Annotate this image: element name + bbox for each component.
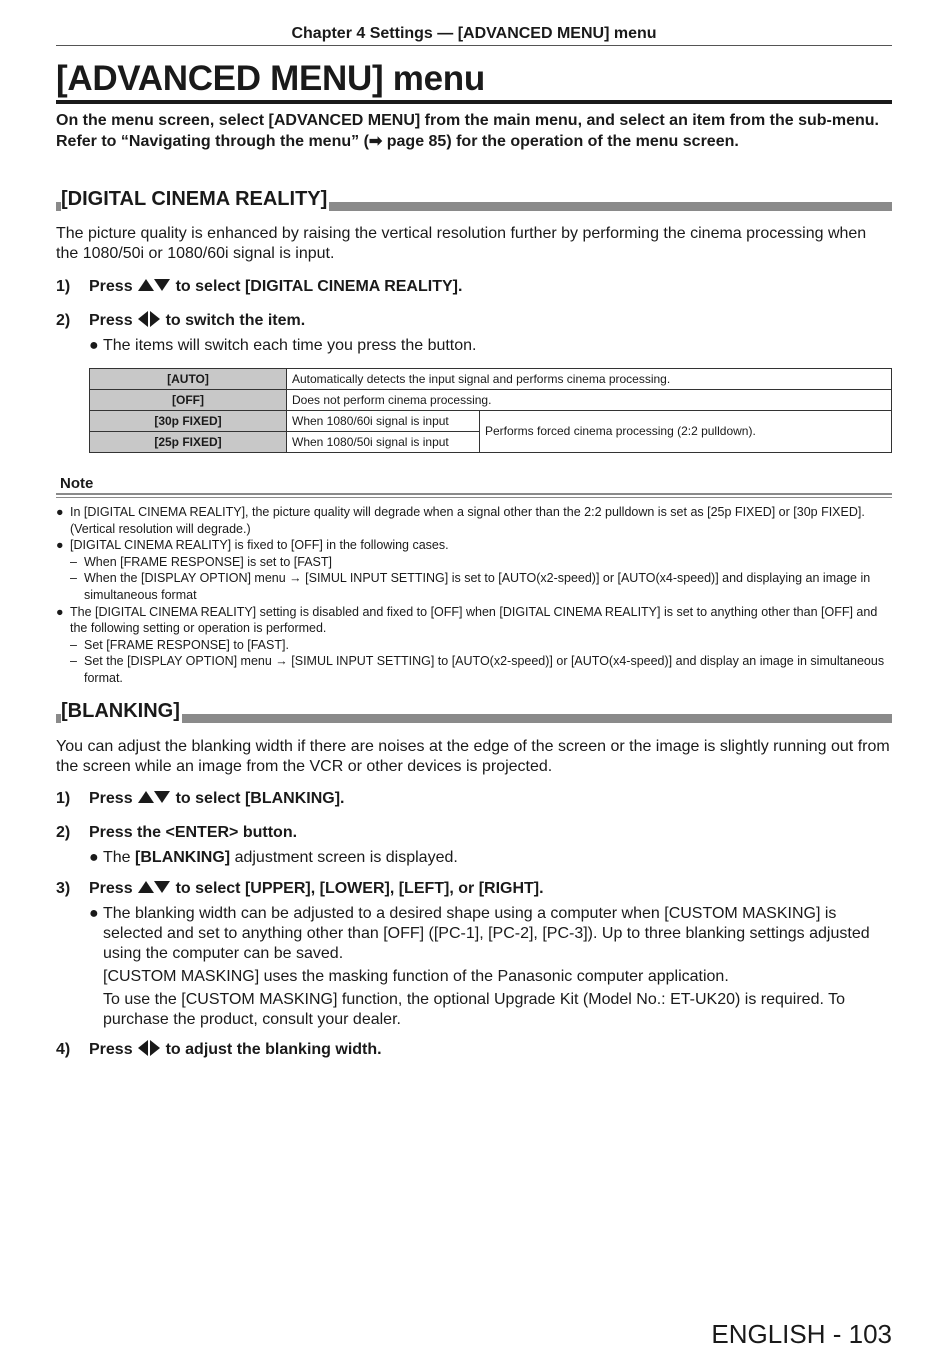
left-arrow-icon: [138, 1040, 148, 1056]
note-heading: Note: [60, 475, 94, 492]
up-arrow-icon: [138, 881, 154, 893]
step-text: [89, 311, 305, 331]
step-text-post: to switch the item.: [165, 312, 306, 329]
intro-line-1: On the menu screen, select [ADVANCED MENU] from the main menu, and select an item from the sub-menu.: [56, 112, 879, 129]
step-number: 1): [56, 278, 71, 295]
up-down-keys: [138, 880, 170, 897]
right-arrow-icon: [150, 311, 160, 327]
dcr-options-table: [89, 368, 892, 453]
bullet-dot: ●: [56, 604, 64, 619]
note-subitem: [56, 570, 892, 603]
note-subitem: [56, 637, 892, 654]
bullet-dot: ●: [89, 905, 99, 922]
step-number: 4): [56, 1041, 71, 1058]
step-number: 2): [56, 312, 71, 329]
bullet-dot: ●: [89, 849, 99, 866]
header-rule: [56, 45, 892, 46]
bullet-text-pre: The: [103, 849, 131, 866]
up-down-keys: [138, 790, 170, 807]
step-text-pre: Press: [89, 880, 133, 897]
blanking-description: You can adjust the blanking width if there are noises at the edge of the screen or the image is slightly running out from the screen while an image from the VCR or other devices is projected.: [56, 738, 890, 775]
bullet-paragraph: [CUSTOM MASKING] uses the masking function of the Panasonic computer application.: [103, 968, 729, 985]
step-text-post: to select [UPPER], [LOWER], [LEFT], or [RIGHT].: [175, 880, 544, 897]
right-arrow-icon: [150, 1040, 160, 1056]
page-title: [ADVANCED MENU] menu: [56, 59, 485, 98]
bullet-dot: ●: [56, 538, 64, 553]
step-text-pre: Press: [89, 790, 133, 807]
step-text: [89, 1040, 382, 1060]
note-text: The [DIGITAL CINEMA REALITY] setting is disabled and fixed to [OFF] when [DIGITAL CINEMA REALITY] is set to anything other than [OFF] and the following setting or operation is performed.: [70, 604, 878, 636]
step-text-post: to select [DIGITAL CINEMA REALITY].: [175, 278, 463, 295]
dash-mark: –: [70, 654, 77, 669]
step-number: 3): [56, 880, 71, 897]
option-key: [OFF]: [90, 390, 287, 411]
left-right-keys: [138, 312, 160, 329]
down-arrow-icon: [154, 881, 170, 893]
step-text: [89, 789, 345, 809]
bullet-text-post: adjustment screen is displayed.: [234, 849, 458, 866]
bullet-text-bold: [BLANKING]: [135, 849, 231, 866]
option-condition: When 1080/60i signal is input: [287, 411, 480, 432]
step-text-pre: Press: [89, 312, 133, 329]
note-rule: [56, 497, 892, 498]
bullet-dot: ●: [56, 505, 64, 519]
left-arrow-icon: [138, 311, 148, 327]
bullet-dot: ●: [89, 337, 99, 354]
note-subtext: Set [FRAME RESPONSE] to [FAST].: [84, 637, 289, 652]
note-list: [56, 504, 892, 687]
note-item: [56, 604, 892, 637]
step-text-post: to adjust the blanking width.: [165, 1041, 382, 1058]
step-text: [89, 879, 544, 899]
note-item: [56, 504, 892, 537]
option-key: [30p FIXED]: [90, 411, 287, 432]
title-rule: [56, 100, 892, 104]
dcr-description: The picture quality is enhanced by raising the vertical resolution further by performing the cinema processing when the 1080/50i or 1080/60i signal is input.: [56, 225, 867, 262]
step-text: Press the <ENTER> button.: [89, 824, 298, 841]
section-heading-blanking: [56, 693, 892, 723]
bullet-text: The items will switch each time you press the button.: [103, 337, 477, 354]
step-text: [89, 277, 462, 297]
option-condition: When 1080/50i signal is input: [287, 432, 480, 453]
bullet-paragraph: The blanking width can be adjusted to a desired shape using a computer when [CUSTOM MASKING] is selected and set to anything other than [OFF] ([PC-1], [PC-2], [PC-3]). Up to three blanking settings adjusted using the computer can be saved.: [103, 905, 870, 962]
dcr-step-2-bullet: [89, 336, 879, 356]
note-text: In [DIGITAL CINEMA REALITY], the picture quality will degrade when a signal other than the 2:2 pulldown is set as [25p FIXED] or [30p FIXED]. (Vertical resolution will degrade.): [70, 505, 865, 536]
intro-block: [56, 110, 892, 152]
option-description: Automatically detects the input signal and performs cinema processing.: [287, 369, 892, 390]
option-key: [AUTO]: [90, 369, 287, 390]
option-description: Performs forced cinema processing (2:2 pulldown).: [480, 411, 892, 453]
running-head: Chapter 4 Settings — [ADVANCED MENU] menu: [291, 25, 657, 42]
note-item: [56, 537, 892, 554]
blanking-step-2-bullet: [89, 848, 879, 868]
bullet-paragraph: To use the [CUSTOM MASKING] function, the optional Upgrade Kit (Model No.: ET-UK20) is required. To purchase the product, consult your dealer.: [103, 991, 845, 1028]
dash-mark: –: [70, 554, 77, 569]
note-subitem: [56, 554, 892, 571]
section-title: [DIGITAL CINEMA REALITY]: [61, 188, 328, 210]
step-text-post: to select [BLANKING].: [175, 790, 345, 807]
up-arrow-icon: [138, 279, 154, 291]
note-subtext: When the [DISPLAY OPTION] menu → [SIMUL INPUT SETTING] is set to [AUTO(x2-speed)] or [AUTO(x4-speed)] and displaying an image in simultaneous format: [84, 571, 871, 602]
option-key: [25p FIXED]: [90, 432, 287, 453]
table-row: [90, 390, 892, 411]
dash-mark: –: [70, 637, 77, 652]
down-arrow-icon: [154, 279, 170, 291]
table-row: [90, 411, 892, 432]
page-number-label: ENGLISH - 103: [711, 1319, 892, 1349]
step-text-pre: Press: [89, 1041, 133, 1058]
note-text: [DIGITAL CINEMA REALITY] is fixed to [OFF] in the following cases.: [70, 538, 449, 553]
bullet-text: [103, 848, 879, 868]
up-down-keys: [138, 278, 170, 295]
intro-line-2: Refer to “Navigating through the menu” (➡ page 85) for the operation of the menu screen.: [56, 133, 739, 150]
note-subtext: When [FRAME RESPONSE] is set to [FAST]: [84, 554, 332, 569]
section-title: [BLANKING]: [61, 700, 180, 722]
up-arrow-icon: [138, 791, 154, 803]
option-description: Does not perform cinema processing.: [287, 390, 892, 411]
step-text-pre: Press: [89, 278, 133, 295]
blanking-step-3-bullet: [89, 904, 879, 1030]
down-arrow-icon: [154, 791, 170, 803]
section-heading-dcr: [56, 181, 892, 211]
note-subitem: [56, 653, 892, 686]
table-row: [90, 369, 892, 390]
dash-mark: –: [70, 571, 77, 586]
step-number: 2): [56, 824, 71, 841]
left-right-keys: [138, 1041, 160, 1058]
note-subtext: Set the [DISPLAY OPTION] menu → [SIMUL INPUT SETTING] to [AUTO(x2-speed)] or [AUTO(x4-speed)] and display an image in simultaneous format.: [84, 654, 885, 685]
step-number: 1): [56, 790, 71, 807]
note-rule: [56, 493, 892, 495]
